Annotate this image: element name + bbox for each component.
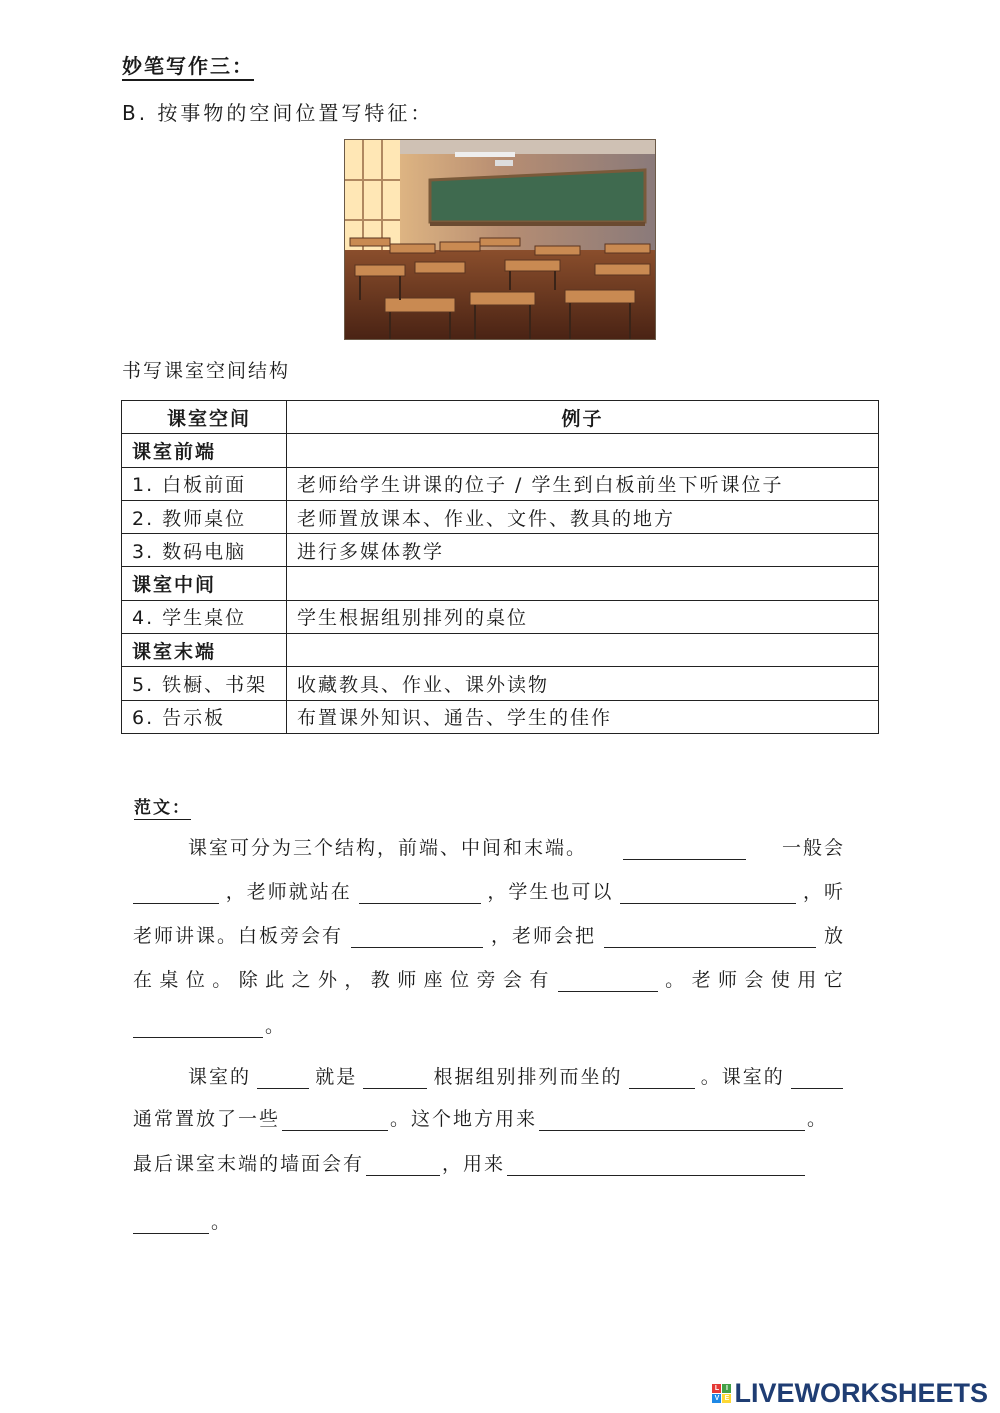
essay-char: 。 — [212, 969, 234, 991]
essay-char: 用 — [797, 969, 819, 991]
fill-blank[interactable] — [359, 881, 481, 904]
essay-char: ， — [344, 969, 366, 991]
essay-char: 此 — [265, 969, 287, 991]
essay-char: 在 — [133, 969, 155, 991]
table-row — [122, 634, 879, 667]
essay-char: 有 — [529, 969, 551, 991]
header-space: 课室空间 — [122, 401, 287, 434]
essay-text: ，学生也可以 — [487, 881, 614, 903]
essay-char: 位 — [185, 969, 207, 991]
essay-text: 。 — [265, 1015, 287, 1037]
essay-char: 之 — [291, 969, 313, 991]
essay-p2-line-3 — [133, 1146, 845, 1176]
essay-char: 老 — [691, 969, 713, 991]
worksheet-heading: 妙笔写作三： — [122, 54, 254, 78]
essay-p2-line-1 — [188, 1059, 845, 1089]
fill-blank[interactable] — [791, 1066, 843, 1089]
classroom-image — [344, 139, 656, 340]
table-caption: 书写课室空间结构 — [122, 360, 291, 382]
table-row — [122, 667, 879, 700]
essay-text: ，老师会把 — [490, 925, 596, 947]
row-example: 学生根据组别排列的桌位 — [287, 600, 879, 633]
essay-text: 。 — [807, 1108, 829, 1130]
row-example — [287, 434, 879, 467]
fill-blank[interactable] — [507, 1153, 805, 1176]
essay-p2-line-4 — [133, 1204, 845, 1234]
essay-char: 位 — [450, 969, 472, 991]
essay-text: ，用来 — [442, 1153, 506, 1175]
row-label: 4. 学生桌位 — [122, 600, 287, 633]
essay-text: 。课室的 — [700, 1066, 785, 1088]
fill-blank[interactable] — [257, 1066, 309, 1089]
fill-blank[interactable] — [282, 1108, 388, 1131]
row-example — [287, 567, 879, 600]
row-label: 2. 教师桌位 — [122, 500, 287, 533]
table-row — [122, 700, 879, 733]
row-example: 老师置放课本、作业、文件、教具的地方 — [287, 500, 879, 533]
classroom-space-table — [121, 400, 879, 734]
essay-char: 会 — [744, 969, 766, 991]
essay-char: 旁 — [476, 969, 498, 991]
fill-blank[interactable] — [133, 1015, 263, 1038]
liveworksheets-logo-icon: L I V E — [712, 1384, 731, 1403]
table-row — [122, 600, 879, 633]
table-header-row — [122, 401, 879, 434]
table-row — [122, 467, 879, 500]
row-label: 1. 白板前面 — [122, 467, 287, 500]
essay-char: 师 — [718, 969, 740, 991]
essay-char: 除 — [238, 969, 260, 991]
fill-blank[interactable] — [558, 969, 658, 992]
essay-char: 教 — [370, 969, 392, 991]
essay-p1-line-2 — [133, 874, 845, 904]
essay-text: 。 — [211, 1211, 233, 1233]
row-label: 课室末端 — [122, 634, 287, 667]
essay-p1-line-1 — [188, 830, 845, 860]
row-label: 6. 告示板 — [122, 700, 287, 733]
row-example: 收藏教具、作业、课外读物 — [287, 667, 879, 700]
fill-blank[interactable] — [133, 1211, 209, 1234]
essay-char: 桌 — [159, 969, 181, 991]
essay-char: 座 — [423, 969, 445, 991]
essay-p1-line-3 — [133, 918, 845, 948]
table-row — [122, 434, 879, 467]
essay-text: 老师讲课。白板旁会有 — [133, 925, 344, 947]
essay-text: ，老师就站在 — [225, 881, 352, 903]
essay-p1-line-5 — [133, 1008, 845, 1038]
fill-blank[interactable] — [539, 1108, 805, 1131]
essay-text: 放 — [823, 925, 845, 947]
essay-text: 通常置放了一些 — [133, 1108, 281, 1130]
essay-char: 使 — [770, 969, 792, 991]
fill-blank[interactable] — [363, 1066, 427, 1089]
essay-text: 就是 — [315, 1066, 358, 1088]
worksheet-subheading: B. 按事物的空间位置写特征： — [122, 101, 434, 125]
row-label: 课室中间 — [122, 567, 287, 600]
essay-text: 一般会 — [781, 837, 845, 859]
fill-blank[interactable] — [366, 1153, 440, 1176]
row-label: 5. 铁橱、书架 — [122, 667, 287, 700]
essay-text: 最后课室末端的墙面会有 — [133, 1153, 365, 1175]
essay-char: 会 — [502, 969, 524, 991]
table-row — [122, 500, 879, 533]
table-row — [122, 567, 879, 600]
fill-blank[interactable] — [620, 881, 796, 904]
essay-title: 范文： — [134, 798, 191, 818]
fill-blank[interactable] — [133, 881, 219, 904]
fill-blank[interactable] — [351, 925, 483, 948]
essay-text: 课室可分为三个结构，前端、中间和末端。 — [188, 837, 588, 859]
essay-char: 师 — [397, 969, 419, 991]
row-example: 老师给学生讲课的位子 / 学生到白板前坐下听课位子 — [287, 467, 879, 500]
row-label: 课室前端 — [122, 434, 287, 467]
row-example — [287, 634, 879, 667]
essay-p2-line-2 — [133, 1101, 845, 1131]
fill-blank[interactable] — [629, 1066, 695, 1089]
essay-text: 。这个地方用来 — [390, 1108, 538, 1130]
essay-text: 课室的 — [188, 1066, 252, 1088]
brand-name: LIVEWORKSHEETS — [734, 1378, 988, 1408]
essay-text: 根据组别排列而坐的 — [433, 1066, 623, 1088]
essay-char: 它 — [823, 969, 845, 991]
row-label: 3. 数码电脑 — [122, 534, 287, 567]
header-example: 例子 — [287, 401, 879, 434]
fill-blank[interactable] — [623, 837, 746, 860]
essay-text: ，听 — [802, 881, 845, 903]
essay-char: 外 — [317, 969, 339, 991]
fill-blank[interactable] — [604, 925, 816, 948]
liveworksheets-brand — [712, 1378, 988, 1409]
row-example: 布置课外知识、通告、学生的佳作 — [287, 700, 879, 733]
table-row — [122, 534, 879, 567]
row-example: 进行多媒体教学 — [287, 534, 879, 567]
essay-p1-line-4 — [133, 962, 845, 992]
essay-char: 。 — [665, 969, 687, 991]
